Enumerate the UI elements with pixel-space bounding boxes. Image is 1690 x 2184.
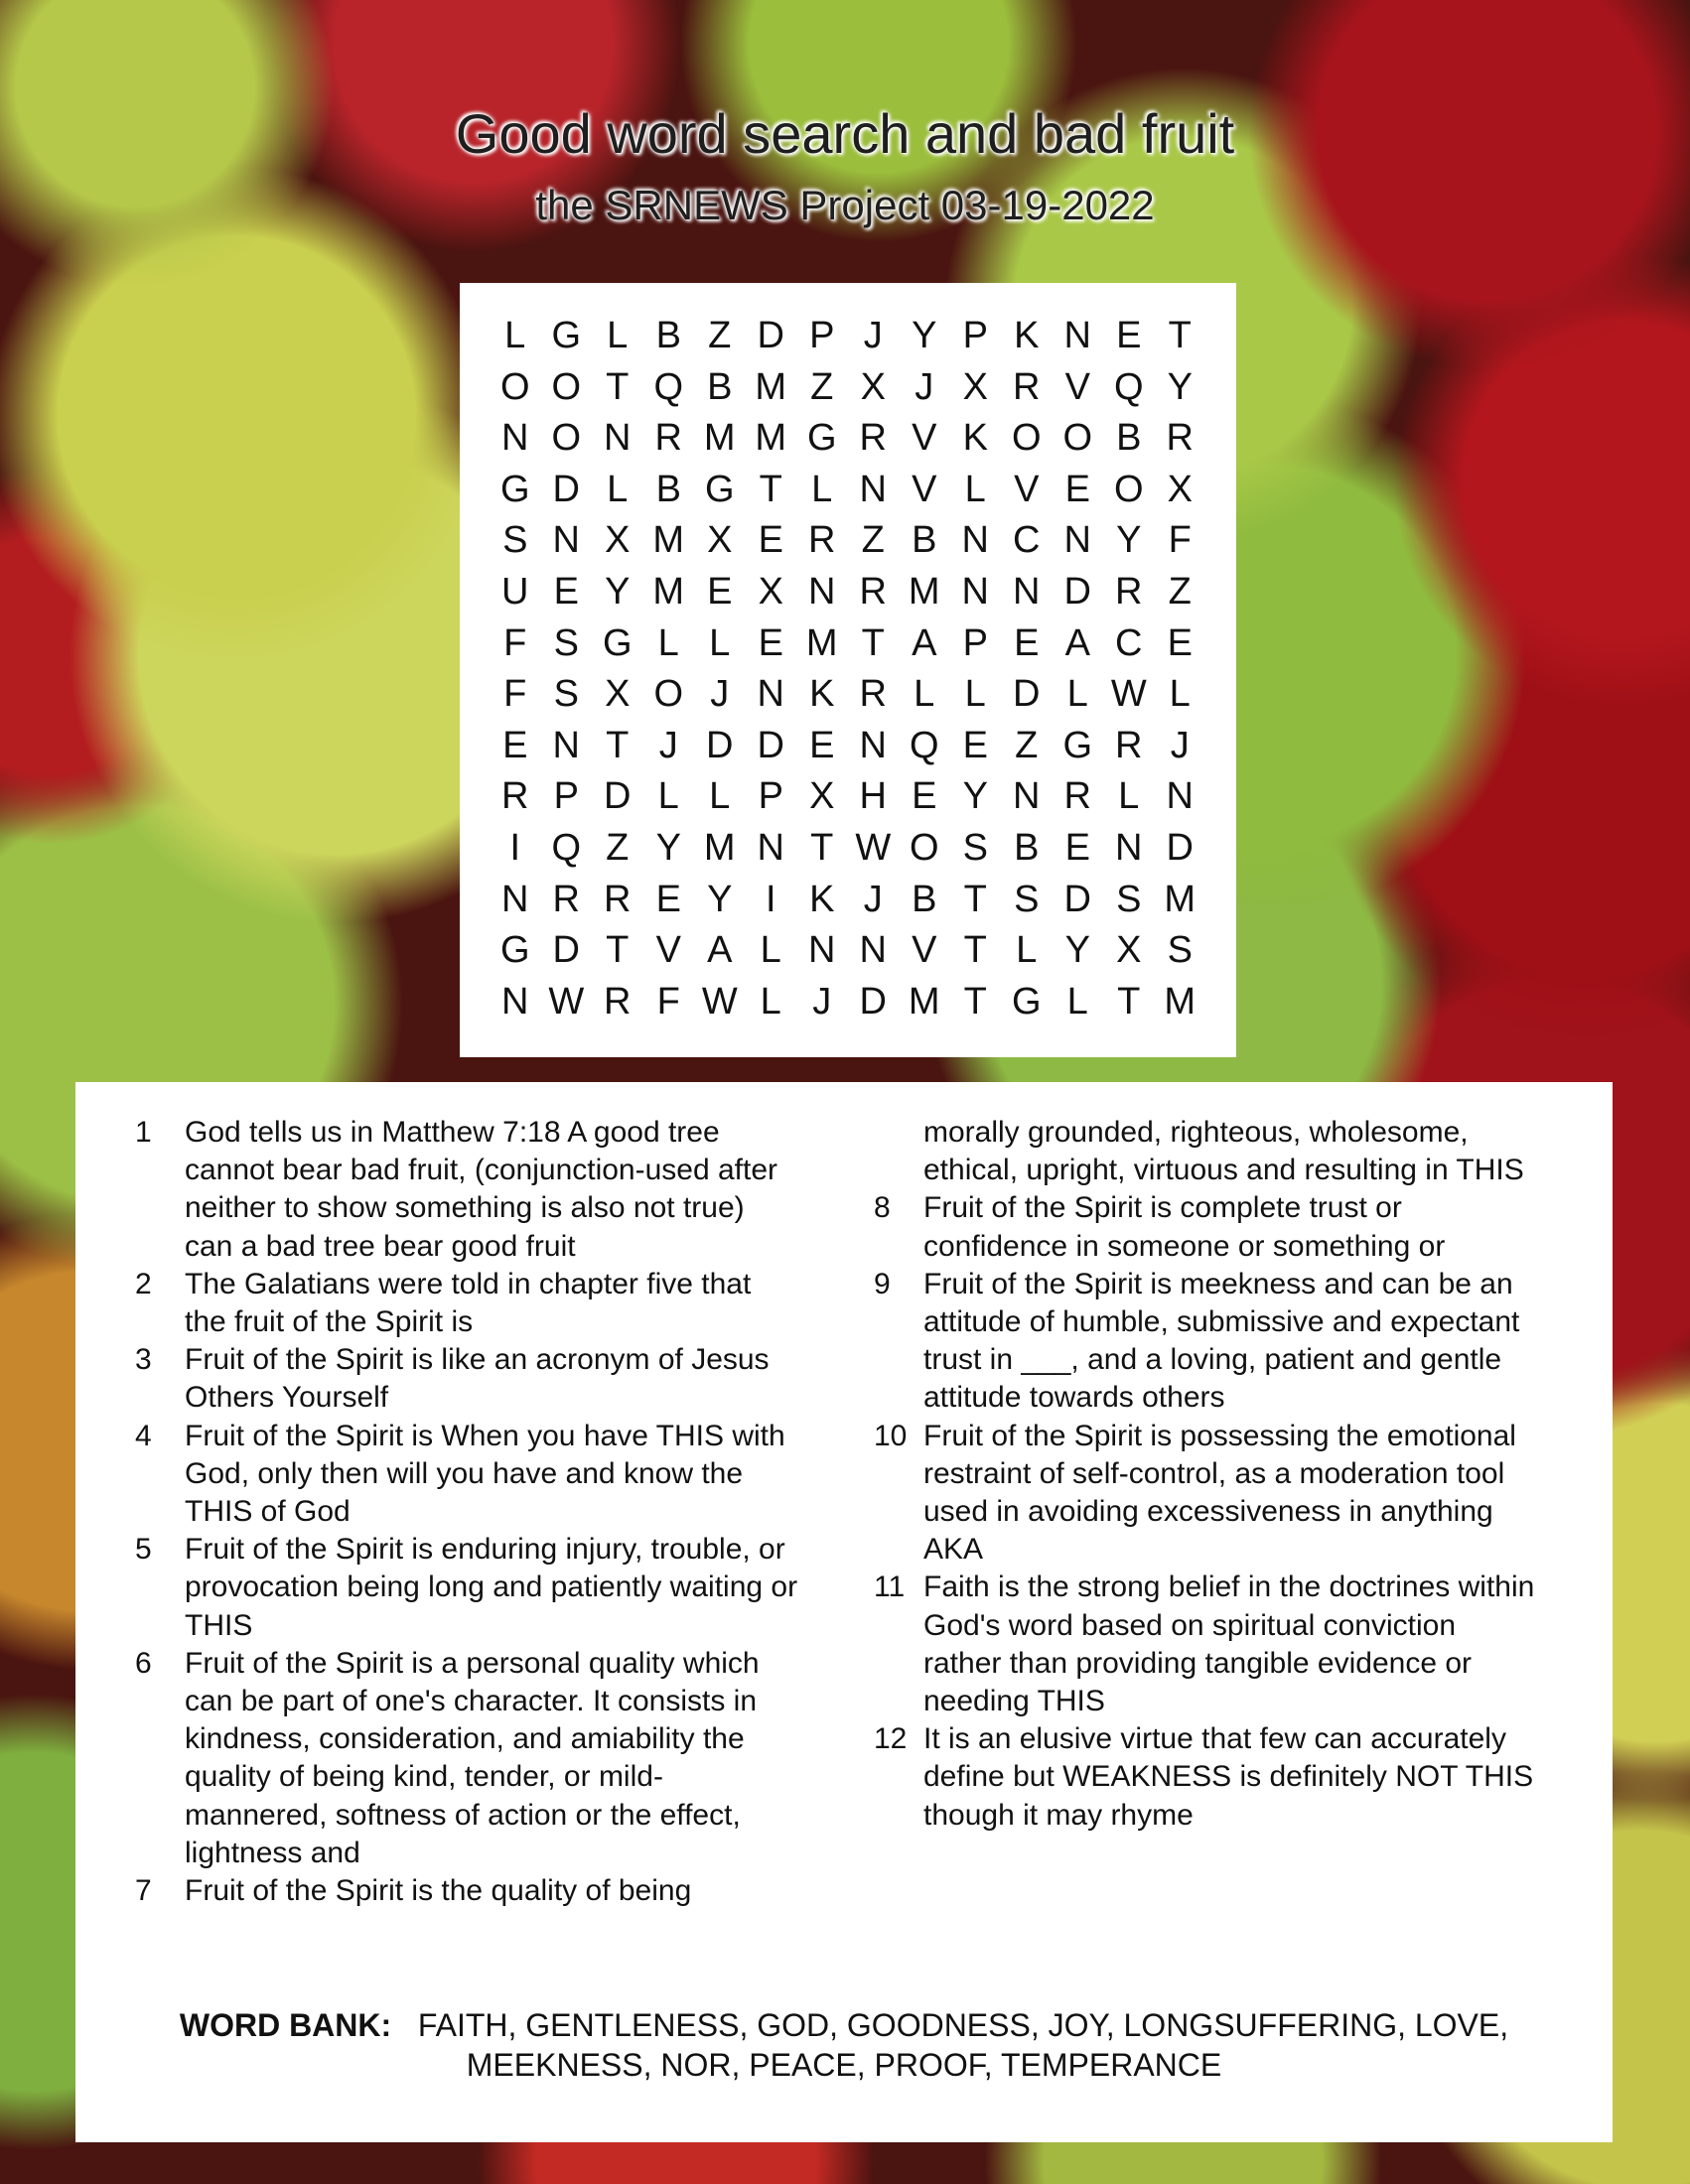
- grid-letter: E: [1167, 621, 1193, 664]
- grid-letter: N: [808, 570, 836, 613]
- clue-item: [874, 1418, 1539, 1570]
- grid-letter: Q: [551, 826, 582, 869]
- grid-letter: Z: [861, 519, 885, 562]
- grid-letter: G: [806, 417, 837, 460]
- clue-text: It is an elusive virtue that few can accurately define but WEAKNESS is definitely NOT THIS though it may rhyme: [923, 1722, 1534, 1832]
- clue-text: God tells us in Matthew 7:18 A good tree cannot bear bad fruit, (conjunction-used after neither to show something is also not true) can a bad tree bear good fruit: [185, 1116, 778, 1263]
- grid-letter: Z: [810, 365, 834, 408]
- page-title: Good word search and bad fruit: [455, 102, 1235, 165]
- grid-letter: N: [552, 724, 580, 766]
- grid-letter: C: [1115, 621, 1143, 664]
- grid-letter: P: [809, 315, 835, 356]
- grid-letter: Q: [909, 724, 939, 766]
- grid-letter: R: [859, 417, 887, 460]
- grid-letter: J: [1170, 724, 1190, 766]
- grid-letter: R: [859, 570, 887, 613]
- grid-letter: O: [551, 365, 582, 408]
- grid-letter: D: [1013, 673, 1041, 716]
- grid-letter: E: [912, 775, 937, 818]
- clue-number: 8: [874, 1191, 891, 1225]
- grid-letter: N: [604, 417, 632, 460]
- grid-letter: X: [605, 519, 631, 562]
- grid-letter: B: [912, 519, 937, 562]
- clue-text: Fruit of the Spirit is complete trust or confidence in someone or something or: [923, 1191, 1446, 1263]
- grid-letter: X: [809, 775, 835, 818]
- clue-number: 12: [874, 1722, 908, 1756]
- grid-letter: T: [861, 621, 885, 664]
- grid-letter: R: [1063, 775, 1091, 818]
- grid-letter: S: [1014, 878, 1040, 920]
- grid-letter: E: [553, 570, 579, 613]
- clue-item: [135, 1266, 800, 1341]
- page-subtitle: the SRNEWS Project 03-19-2022: [535, 182, 1155, 228]
- grid-letter: F: [656, 980, 680, 1023]
- grid-letter: A: [707, 929, 733, 972]
- grid-letter: S: [1167, 929, 1193, 972]
- grid-letter: R: [859, 673, 887, 716]
- grid-letter: L: [1169, 673, 1191, 716]
- grid-letter: J: [915, 365, 934, 408]
- grid-letter: Z: [708, 315, 732, 356]
- clue-number: 11: [874, 1570, 906, 1604]
- grid-letter: T: [606, 929, 630, 972]
- grid-letter: V: [912, 929, 937, 972]
- clue-text: Fruit of the Spirit is like an acronym of Jesus Others Yourself: [185, 1343, 770, 1415]
- grid-letter: N: [1063, 519, 1091, 562]
- grid-letter: Y: [1167, 365, 1193, 408]
- clue-item: [874, 1189, 1539, 1265]
- grid-letter: W: [701, 980, 738, 1023]
- grid-letter: M: [652, 519, 685, 562]
- grid-letter: L: [1118, 775, 1140, 818]
- grid-letter: D: [1063, 570, 1091, 613]
- grid-letter: L: [964, 673, 986, 716]
- grid-letter: V: [655, 929, 681, 972]
- grid-letter: T: [963, 929, 987, 972]
- grid-letter: L: [760, 929, 781, 972]
- grid-letter: R: [1166, 417, 1194, 460]
- grid-letter: T: [963, 878, 987, 920]
- grid-letter: G: [602, 621, 633, 664]
- grid-letter: L: [709, 775, 731, 818]
- grid-letter: Z: [1168, 570, 1192, 613]
- clue-number: 4: [135, 1419, 152, 1452]
- grid-letter: S: [553, 621, 579, 664]
- grid-letter: L: [914, 673, 935, 716]
- header: [0, 99, 1690, 230]
- clue-item: [135, 1418, 800, 1532]
- grid-letter: X: [1167, 468, 1193, 510]
- grid-letter: X: [707, 519, 733, 562]
- clue-item: [135, 1114, 800, 1266]
- grid-letter: G: [704, 468, 735, 510]
- grid-letter: I: [509, 826, 521, 869]
- grid-letter: R: [604, 878, 632, 920]
- grid-letter: E: [758, 621, 783, 664]
- grid-letter: S: [502, 519, 528, 562]
- grid-letter: V: [912, 468, 937, 510]
- grid-letter: M: [703, 417, 736, 460]
- grid-letter: V: [912, 417, 937, 460]
- grid-letter: Z: [1015, 724, 1039, 766]
- grid-letter: O: [1062, 417, 1093, 460]
- grid-letter: N: [1013, 775, 1041, 818]
- grid-letter: L: [657, 775, 679, 818]
- grid-letter: P: [758, 775, 783, 818]
- grid-letter: R: [1013, 365, 1041, 408]
- grid-letter: D: [757, 315, 784, 356]
- grid-letter: L: [504, 315, 526, 356]
- grid-letter: E: [1064, 468, 1090, 510]
- clue-item: [135, 1531, 800, 1645]
- grid-letter: D: [1166, 826, 1194, 869]
- grid-letter: M: [755, 365, 787, 408]
- grid-letter: T: [606, 365, 630, 408]
- grid-letter: A: [912, 621, 937, 664]
- grid-letter: N: [859, 468, 887, 510]
- grid-letter: R: [1115, 724, 1143, 766]
- grid-letter: T: [810, 826, 834, 869]
- grid-letter: O: [499, 365, 530, 408]
- word-bank: [75, 2005, 1613, 2085]
- grid-letter: N: [961, 570, 989, 613]
- grid-letter: D: [552, 468, 580, 510]
- clues-column-right: [874, 1114, 1539, 1835]
- grid-letter: E: [707, 570, 733, 613]
- grid-letter: N: [501, 417, 529, 460]
- clue-number: 2: [135, 1267, 152, 1300]
- word-search-panel: [460, 283, 1236, 1057]
- grid-letter: M: [652, 570, 685, 613]
- grid-letter: D: [859, 980, 887, 1023]
- grid-letter: R: [1115, 570, 1143, 613]
- grid-letter: L: [1016, 929, 1038, 972]
- grid-letter: S: [962, 826, 988, 869]
- grid-letter: T: [1168, 315, 1192, 356]
- grid-letter: C: [1013, 519, 1041, 562]
- grid-letter: M: [908, 570, 940, 613]
- grid-letter: O: [1011, 417, 1042, 460]
- grid-letter: Q: [1113, 365, 1144, 408]
- grid-letter: W: [855, 826, 892, 869]
- grid-letter: T: [606, 724, 630, 766]
- grid-letter: E: [962, 724, 988, 766]
- word-bank-label: WORD BANK:: [179, 2007, 392, 2043]
- grid-letter: P: [553, 775, 579, 818]
- grid-letter: N: [859, 724, 887, 766]
- clue-text: Fruit of the Spirit is the quality of being: [185, 1874, 692, 1908]
- grid-letter: L: [607, 315, 629, 356]
- grid-letter: V: [1064, 365, 1090, 408]
- grid-letter: N: [1115, 826, 1143, 869]
- clue-text: Fruit of the Spirit is enduring injury, trouble, or provocation being long and patiently waiting or THIS: [185, 1533, 798, 1642]
- grid-letter: N: [757, 673, 784, 716]
- grid-letter: Z: [606, 826, 630, 869]
- grid-letter: H: [859, 775, 887, 818]
- clue-number: 3: [135, 1343, 152, 1377]
- grid-letter: P: [962, 621, 988, 664]
- clue-item: [135, 1645, 800, 1872]
- grid-letter: N: [1166, 775, 1194, 818]
- clue-item: [135, 1872, 800, 1910]
- grid-letter: N: [859, 929, 887, 972]
- word-bank-line-2: MEEKNESS, NOR, PEACE, PROOF, TEMPERANCE: [466, 2047, 1222, 2083]
- grid-letter: M: [908, 980, 940, 1023]
- grid-letter: T: [963, 980, 987, 1023]
- grid-letter: N: [501, 878, 529, 920]
- grid-letter: W: [548, 980, 585, 1023]
- grid-letter: M: [755, 417, 787, 460]
- clue-text: Fruit of the Spirit is When you have THIS with God, only then will you have and know the THIS of God: [185, 1419, 785, 1529]
- grid-letter: B: [1116, 417, 1142, 460]
- clue-7-continued: morally grounded, righteous, wholesome, ethical, upright, virtuous and resulting in THIS: [923, 1116, 1524, 1187]
- grid-letter: A: [1064, 621, 1090, 664]
- grid-letter: Y: [707, 878, 733, 920]
- clue-text: Fruit of the Spirit is meekness and can be an attitude of humble, submissive and expectant trust in ___, and a loving, patient and gentle attitude towards others: [923, 1267, 1520, 1415]
- grid-letter: G: [551, 315, 582, 356]
- grid-letter: T: [759, 468, 782, 510]
- grid-letter: K: [809, 673, 835, 716]
- grid-letter: M: [703, 826, 736, 869]
- grid-letter: J: [863, 315, 883, 356]
- clue-number: 6: [135, 1646, 152, 1680]
- grid-letter: R: [552, 878, 580, 920]
- grid-letter: B: [707, 365, 733, 408]
- grid-letter: F: [503, 621, 527, 664]
- grid-letter: G: [499, 468, 530, 510]
- grid-letter: O: [653, 673, 684, 716]
- grid-letter: J: [658, 724, 678, 766]
- grid-letter: P: [962, 315, 988, 356]
- grid-letter: M: [1164, 980, 1197, 1023]
- grid-letter: D: [552, 929, 580, 972]
- grid-letter: R: [654, 417, 682, 460]
- clue-number: 1: [135, 1116, 152, 1149]
- grid-letter: Y: [605, 570, 631, 613]
- clues-panel: [75, 1082, 1613, 2142]
- grid-letter: L: [760, 980, 781, 1023]
- grid-letter: L: [964, 468, 986, 510]
- grid-letter: Y: [1064, 929, 1090, 972]
- grid-letter: U: [501, 570, 529, 613]
- word-bank-line-1: FAITH, GENTLENESS, GOD, GOODNESS, JOY, LONGSUFFERING, LOVE,: [417, 2007, 1509, 2043]
- grid-letter: R: [604, 980, 632, 1023]
- clue-text: Fruit of the Spirit is possessing the emotional restraint of self-control, as a moderation tool used in avoiding excessiveness in anything AKA: [923, 1419, 1516, 1567]
- grid-letter: E: [1064, 826, 1090, 869]
- grid-letter: R: [808, 519, 836, 562]
- clue-text: Faith is the strong belief in the doctrines within God's word based on spiritual conviction rather than providing tangible evidence or needing THIS: [923, 1570, 1535, 1718]
- grid-letter: S: [553, 673, 579, 716]
- grid-letter: L: [811, 468, 833, 510]
- grid-letter: M: [805, 621, 838, 664]
- grid-letter: N: [757, 826, 784, 869]
- word-search-grid: [490, 311, 1205, 1027]
- grid-letter: G: [499, 929, 530, 972]
- grid-letter: Q: [653, 365, 684, 408]
- grid-letter: V: [1014, 468, 1040, 510]
- grid-letter: E: [1014, 621, 1040, 664]
- grid-letter: O: [551, 417, 582, 460]
- clue-item: [874, 1569, 1539, 1720]
- grid-letter: B: [912, 878, 937, 920]
- grid-letter: O: [909, 826, 939, 869]
- clue-number: 10: [874, 1419, 908, 1452]
- grid-letter: E: [655, 878, 681, 920]
- grid-letter: L: [1066, 673, 1088, 716]
- clue-text: Fruit of the Spirit is a personal quality which can be part of one's character. It consists in kindness, consideration, and amiability the quality of being kind, tender, or mild-mannered, softness of action or the effect, lightness and: [185, 1646, 760, 1869]
- grid-letter: D: [604, 775, 632, 818]
- grid-letter: L: [657, 621, 679, 664]
- clue-item: [874, 1266, 1539, 1418]
- grid-letter: N: [552, 519, 580, 562]
- grid-letter: J: [812, 980, 832, 1023]
- grid-letter: N: [1013, 570, 1041, 613]
- grid-letter: B: [1014, 826, 1040, 869]
- grid-letter: L: [709, 621, 731, 664]
- grid-letter: G: [1011, 980, 1042, 1023]
- grid-letter: F: [1168, 519, 1192, 562]
- grid-letter: E: [758, 519, 783, 562]
- grid-letter: Y: [655, 826, 681, 869]
- grid-letter: T: [1117, 980, 1141, 1023]
- grid-letter: B: [655, 468, 681, 510]
- grid-letter: K: [962, 417, 988, 460]
- clue-number: 5: [135, 1533, 152, 1567]
- grid-letter: N: [1063, 315, 1091, 356]
- grid-letter: Y: [1116, 519, 1142, 562]
- grid-letter: M: [1164, 878, 1197, 920]
- clue-text: The Galatians were told in chapter five that the fruit of the Spirit is: [185, 1267, 752, 1339]
- grid-letter: J: [863, 878, 883, 920]
- grid-letter: O: [1113, 468, 1144, 510]
- grid-letter: G: [1062, 724, 1093, 766]
- grid-letter: S: [1116, 878, 1142, 920]
- grid-letter: D: [706, 724, 734, 766]
- grid-letter: X: [860, 365, 886, 408]
- clue-number: 9: [874, 1267, 891, 1300]
- grid-letter: X: [1116, 929, 1142, 972]
- clue-item: [874, 1720, 1539, 1835]
- clues-column-left: [135, 1114, 800, 1910]
- grid-letter: K: [809, 878, 835, 920]
- grid-letter: I: [765, 878, 776, 920]
- grid-letter: D: [757, 724, 784, 766]
- grid-letter: X: [758, 570, 783, 613]
- grid-letter: L: [607, 468, 629, 510]
- grid-letter: W: [1110, 673, 1147, 716]
- grid-letter: R: [501, 775, 529, 818]
- grid-letter: F: [503, 673, 527, 716]
- grid-letter: X: [605, 673, 631, 716]
- grid-letter: L: [1066, 980, 1088, 1023]
- grid-letter: D: [1063, 878, 1091, 920]
- grid-letter: N: [501, 980, 529, 1023]
- grid-letter: X: [962, 365, 988, 408]
- grid-letter: Y: [962, 775, 988, 818]
- clue-item: [135, 1341, 800, 1417]
- grid-letter: N: [808, 929, 836, 972]
- grid-letter: B: [655, 315, 681, 356]
- grid-letter: J: [710, 673, 730, 716]
- grid-letter: N: [961, 519, 989, 562]
- grid-letter: Y: [912, 315, 937, 356]
- grid-letter: E: [1116, 315, 1142, 356]
- grid-letter: E: [809, 724, 835, 766]
- grid-letter: K: [1014, 315, 1040, 356]
- clue-number: 7: [135, 1874, 152, 1908]
- grid-letter: E: [502, 724, 528, 766]
